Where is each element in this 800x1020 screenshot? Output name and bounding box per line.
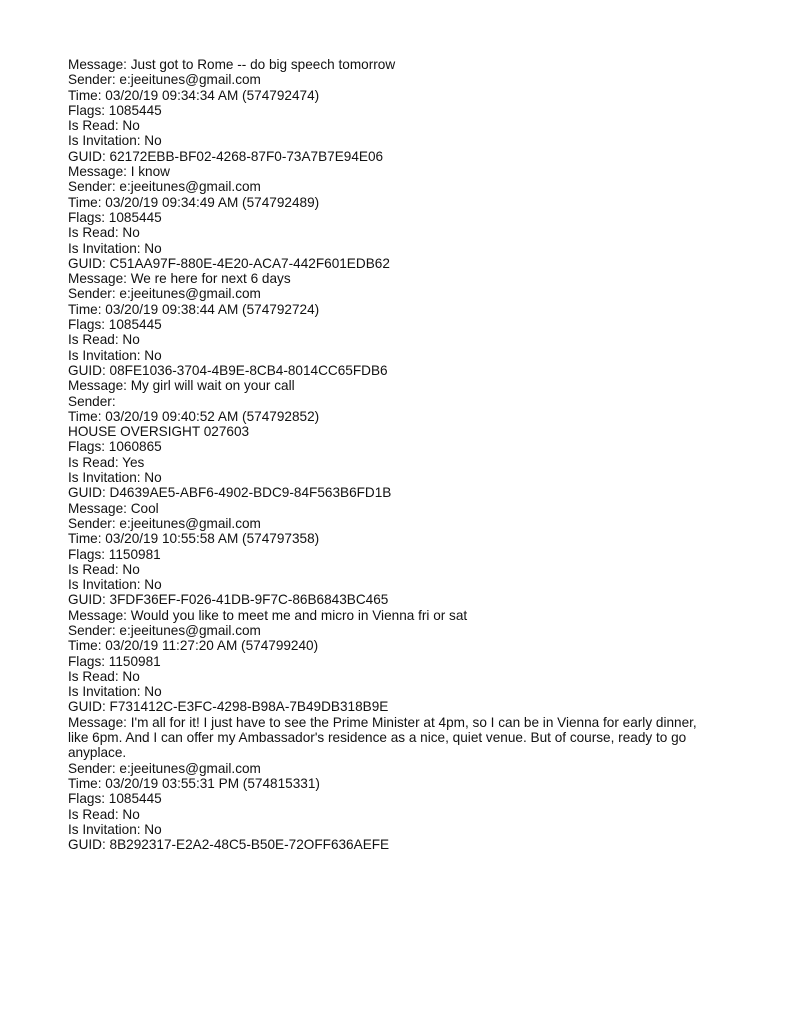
message-line: Message: I know (68, 164, 170, 180)
guid-line: GUID: 8B292317-E2A2-48C5-B50E-72OFF636AEFE (68, 837, 390, 853)
flags-line: Flags: 1085445 (68, 317, 162, 333)
time-line: Time: 03/20/19 09:38:44 AM (574792724) (68, 301, 320, 317)
guid-line: GUID: 3FDF36EF-F026-41DB-9F7C-86B6843BC465 (68, 592, 389, 608)
time-line: Time: 03/20/19 11:27:20 AM (574799240) (68, 638, 319, 654)
bates-stamp: HOUSE OVERSIGHT 027603 (68, 424, 250, 440)
flags-line: Flags: 1150981 (68, 653, 161, 669)
sender-line: Sender: e:jeeitunes@gmail.com (68, 286, 261, 302)
is-invitation-line: Is Invitation: No (68, 470, 162, 486)
time-line: Time: 03/20/19 09:34:34 AM (574792474) (68, 87, 320, 103)
is-invitation-line: Is Invitation: No (68, 347, 162, 363)
sender-line: Sender: e:jeeitunes@gmail.com (68, 622, 261, 638)
guid-line: GUID: 08FE1036-3704-4B9E-8CB4-8014CC65FDB6 (68, 362, 388, 378)
is-invitation-line: Is Invitation: No (68, 240, 162, 256)
is-read-line: Is Read: No (68, 225, 140, 241)
sender-line: Sender: e:jeeitunes@gmail.com (68, 179, 261, 195)
is-read-line: Is Read: Yes (68, 454, 145, 470)
sender-line: Sender: e:jeeitunes@gmail.com (68, 515, 261, 531)
is-invitation-line: Is Invitation: No (68, 821, 162, 837)
is-read-line: Is Read: No (68, 118, 140, 134)
message-line: Message: My girl will wait on your call (68, 378, 295, 394)
sender-line: Sender: (68, 393, 116, 409)
is-read-line: Is Read: No (68, 668, 140, 684)
message-line-long: Message: I'm all for it! I just have to see the Prime Minister at 4pm, so I can be in Vienna for early dinner, like 6pm. And I can offer my Ambassador's residence as a nice, quiet venue. But of course, ready to go anyplace. (68, 714, 697, 761)
sender-line: Sender: e:jeeitunes@gmail.com (68, 760, 261, 776)
guid-line: GUID: D4639AE5-ABF6-4902-BDC9-84F563B6FD1B (68, 485, 392, 501)
sender-line: Sender: e:jeeitunes@gmail.com (68, 72, 261, 88)
guid-line: GUID: 62172EBB-BF02-4268-87F0-73A7B7E94E06 (68, 148, 384, 164)
flags-line: Flags: 1150981 (68, 546, 161, 562)
guid-line: GUID: C51AA97F-880E-4E20-ACA7-442F601EDB62 (68, 255, 390, 271)
time-line: Time: 03/20/19 09:40:52 AM (574792852) (68, 408, 320, 424)
time-line: Time: 03/20/19 10:55:58 AM (574797358) (68, 531, 320, 547)
is-invitation-line: Is Invitation: No (68, 577, 162, 593)
is-invitation-line: Is Invitation: No (68, 133, 162, 149)
time-line: Time: 03/20/19 03:55:31 PM (574815331) (68, 775, 320, 791)
is-read-line: Is Read: No (68, 806, 140, 822)
flags-line: Flags: 1085445 (68, 102, 162, 118)
message-line: Message: Would you like to meet me and micro in Vienna fri or sat (68, 607, 468, 623)
flags-line: Flags: 1060865 (68, 439, 162, 455)
flags-line: Flags: 1085445 (68, 209, 162, 225)
message-line: Message: We re here for next 6 days (68, 271, 291, 287)
guid-line: GUID: F731412C-E3FC-4298-B98A-7B49DB318B9E (68, 699, 389, 715)
message-line: Message: Just got to Rome -- do big speech tomorrow (68, 57, 396, 72)
is-invitation-line: Is Invitation: No (68, 684, 162, 700)
is-read-line: Is Read: No (68, 561, 140, 577)
is-read-line: Is Read: No (68, 332, 140, 348)
message-line: Message: Cool (68, 500, 159, 516)
flags-line: Flags: 1085445 (68, 791, 162, 807)
message-log-document (68, 57, 708, 852)
time-line: Time: 03/20/19 09:34:49 AM (574792489) (68, 194, 320, 210)
